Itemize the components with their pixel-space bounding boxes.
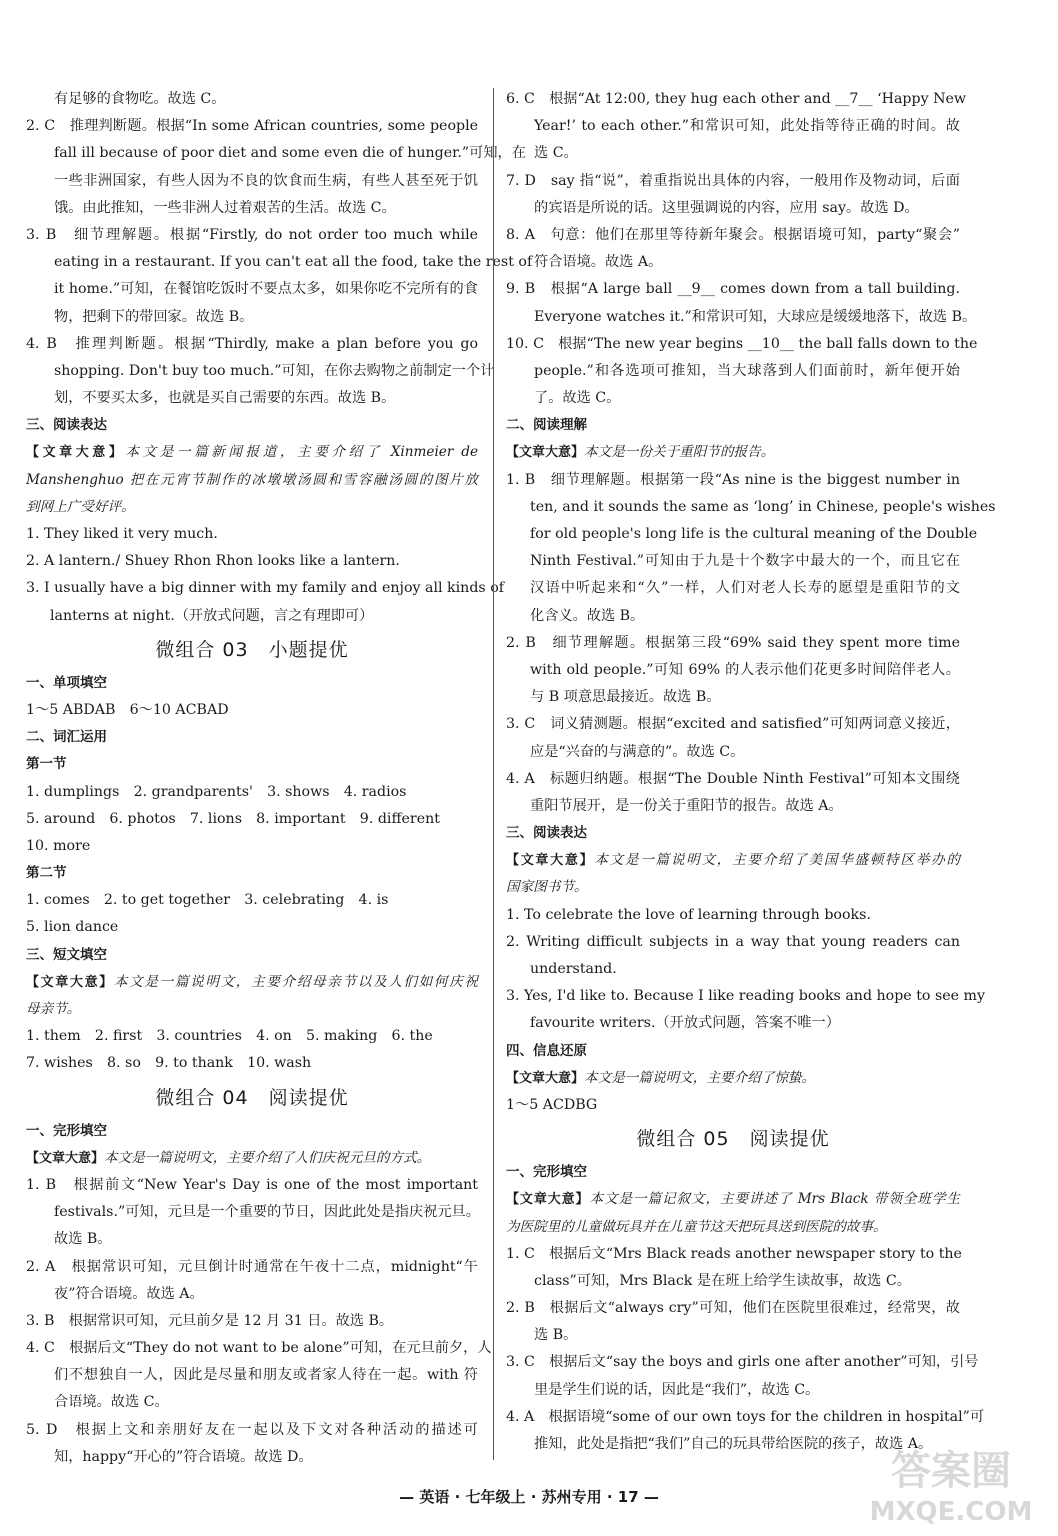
answer-line: 们不想独自一人，因此是尽量和朋友或者家人待在一起。with 符 xyxy=(54,1367,478,1384)
answer-line: eating in a restaurant. If you can't eat all the food, take the rest of xyxy=(54,254,533,271)
answer-line: 1. They liked it very much. xyxy=(26,526,218,542)
answer-line: 夜”符合语境。故选 A。 xyxy=(54,1285,204,1302)
summary-tag: 【文章大意】 xyxy=(26,974,114,990)
answer-line: 2. Writing difficult subjects in a way that young readers can xyxy=(506,933,960,950)
answer-line: 知，happy“开心的”符合语境。故选 D。 xyxy=(54,1448,313,1465)
section-heading: 微组合 03 小题提优 xyxy=(155,638,349,661)
article-summary-line: Manshenghuo 把在元宵节制作的冰墩墩汤圆和雪容融汤圆的图片放 xyxy=(26,471,478,488)
left-column xyxy=(26,86,533,1471)
answer-line: with old people.”可知 69% 的人表示他们花更多时间陪伴老人。 xyxy=(530,661,960,678)
summary-text: 本文是一篇说明文，主要介绍了惊蛰。 xyxy=(584,1069,816,1086)
answer-line: 饿。由此推知，一些非洲人过着艰苦的生活。故选 C。 xyxy=(54,199,396,216)
answer-line: 化含义。故选 B。 xyxy=(530,607,645,624)
answer-line: 5. around 6. photos 7. lions 8. important 9. different xyxy=(26,810,440,827)
answer-line: 1. B 细节理解题。根据第一段“As nine is the biggest number in xyxy=(506,471,960,488)
answer-line: lanterns at night.（开放式问题，言之有理即可） xyxy=(50,607,374,624)
summary-text: 本文是一篇说明文，主要介绍了人们庆祝元旦的方式。 xyxy=(104,1149,431,1166)
answer-line: 选 B。 xyxy=(534,1327,578,1344)
answer-line: 2. C 推理判断题。根据“In some African countries, some people xyxy=(26,118,478,135)
summary-tag: 【文章大意】 xyxy=(26,1150,105,1166)
article-summary-line: 为医院里的儿童做玩具并在儿童节这天把玩具送到医院的故事。 xyxy=(506,1218,887,1235)
answer-line: 2. A lantern./ Shuey Rhon Rhon looks like a lantern. xyxy=(26,553,400,570)
summary-text: 本文是一篇说明文，主要介绍了美国华盛顿特区举办的 xyxy=(594,852,960,869)
page-footer: — 英语 · 七年级上 · 苏州专用 · 17 — xyxy=(399,1488,659,1506)
answer-line: Year!’ to each other.”和常识可知，此处指等待正确的时间。故 xyxy=(534,118,960,135)
article-summary-line xyxy=(506,439,960,466)
answer-line: 了。故选 C。 xyxy=(534,390,621,407)
answer-line: 1. dumplings 2. grandparents' 3. shows 4. radios xyxy=(26,783,407,800)
answer-line: 7. D say 指“说”，着重指说出具体的内容，一般用作及物动词，后面 xyxy=(506,172,960,189)
answer-line: 应是“兴奋的与满意的”。故选 C。 xyxy=(530,743,745,760)
answer-line: 一些非洲国家，有些人因为不良的饮食而生病，有些人甚至死于饥 xyxy=(54,172,478,189)
answer-line: 9. B 根据“A large ball __9__ comes down from a tall building. xyxy=(506,281,960,298)
answer-line: 合语境。故选 C。 xyxy=(54,1394,169,1411)
subsection-title: 一、单项填空 xyxy=(26,674,107,691)
answer-line: 4. C 根据后文“They do not want to be alone”可知，在元旦前夕，人 xyxy=(26,1340,492,1357)
answer-line: 与 B 项意思最接近。故选 B。 xyxy=(530,689,721,706)
answer-line: 2. B 细节理解题。根据第三段“69% said they spent more time xyxy=(506,634,960,651)
summary-tag: 【文章大意】 xyxy=(506,1192,590,1208)
summary-text: 本文是一篇新闻报道，主要介绍了 Xinmeier de xyxy=(125,444,478,461)
answer-line: 1. To celebrate the love of learning through books. xyxy=(506,906,871,923)
answer-line: 1～5 ABDAB 6～10 ACBAD xyxy=(26,701,229,718)
article-summary-line: 国家图书节。 xyxy=(506,879,588,896)
answer-line: 6. C 根据“At 12:00, they hug each other and __7__ ‘Happy New xyxy=(506,91,967,107)
answer-line: 1. B 根据前文“New Year's Day is one of the most important xyxy=(26,1176,478,1193)
subsection-title: 四、信息还原 xyxy=(506,1042,587,1059)
answer-line: 4. A 根据语境“some of our own toys for the children in hospital”可 xyxy=(506,1408,985,1425)
answer-line: 里是学生们说的话，因此是“我们”，故选 C。 xyxy=(534,1381,820,1398)
column-divider xyxy=(493,88,494,1460)
answer-line: 10. C 根据“The new year begins __10__ the ball falls down to the xyxy=(506,335,978,352)
answer-line: 的宾语是所说的话。这里强调说的内容，应用 say。故选 D。 xyxy=(534,199,919,216)
summary-tag: 【文章大意】 xyxy=(506,853,595,869)
subsection-title: 三、阅读表达 xyxy=(26,417,107,434)
article-summary-line: 到网上广受好评。 xyxy=(26,498,135,515)
answer-line: 重阳节展开，是一份关于重阳节的报告。故选 A。 xyxy=(530,797,843,814)
answer-line: 3. C 根据后文“say the boys and girls one after another”可知，引号 xyxy=(506,1354,979,1371)
subsection-title: 三、短文填空 xyxy=(26,946,107,963)
answer-line: 3. Yes, I'd like to. Because I like reading books and hope to see my xyxy=(506,988,985,1005)
answer-line: 1. C 根据后文“Mrs Black reads another newspaper story to the xyxy=(506,1245,962,1262)
answer-line: 2. A 根据常识可知，元旦倒计时通常在午夜十二点，midnight“午 xyxy=(26,1258,478,1275)
answer-line: 物，把剩下的带回家。故选 B。 xyxy=(54,308,254,325)
answer-line: understand. xyxy=(530,961,617,977)
answer-line: 汉语中听起来和“久”一样，人们对老人长寿的愿望是重阳节的文 xyxy=(530,580,960,597)
answer-line: 选 C。 xyxy=(534,145,578,162)
answer-line: 有足够的食物吃。故选 C。 xyxy=(54,91,226,107)
summary-text: 本文是一篇记叙文，主要讲述了 Mrs Black 带领全班学生 xyxy=(589,1191,960,1208)
subsection-title: 一、完形填空 xyxy=(506,1164,587,1181)
answer-line: 3. I usually have a big dinner with my family and enjoy all kinds of xyxy=(26,580,504,597)
article-summary-line xyxy=(26,969,478,996)
answer-line: 1. them 2. first 3. countries 4. on 5. making 6. the xyxy=(26,1028,433,1045)
answer-line: 3. B 根据常识可知，元旦前夕是 12 月 31 日。故选 B。 xyxy=(26,1312,394,1329)
answer-line: 4. B 推理判断题。根据“Thirdly, make a plan before you go xyxy=(26,335,478,352)
answer-line: 3. B 细节理解题。根据“Firstly, do not order too much while xyxy=(26,226,478,243)
answer-line: Everyone watches it.”和常识可知，大球应是缓缓地落下，故选 B。 xyxy=(534,308,977,325)
answer-line: 5. lion dance xyxy=(26,919,119,936)
answer-line: ten, and it sounds the same as ‘long’ in Chinese, people's wishes xyxy=(530,498,996,515)
answer-line: favourite writers.（开放式问题，答案不唯一） xyxy=(530,1015,840,1032)
answer-line: shopping. Don't buy too much.”可知，在你去购物之前制定一个计 xyxy=(54,362,495,379)
watermark-text-cn: 答案圈 xyxy=(891,1448,1011,1494)
summary-text: 本文是一份关于重阳节的报告。 xyxy=(584,444,775,461)
answer-line: 10. more xyxy=(26,837,91,854)
answer-line: 5. D 根据上文和亲朋好友在一起以及下文对各种活动的描述可 xyxy=(26,1421,478,1438)
article-summary-line xyxy=(506,847,960,874)
article-summary-line xyxy=(26,439,478,466)
watermark-text-url: MXQE.COM xyxy=(869,1497,1033,1527)
summary-tag: 【文章大意】 xyxy=(506,1070,585,1086)
answer-line: fall ill because of poor diet and some even die of hunger.”可知，在 xyxy=(54,145,526,162)
answer-line: 7. wishes 8. so 9. to thank 10. wash xyxy=(26,1055,312,1072)
subsection-title: 第一节 xyxy=(26,756,67,773)
article-summary-line xyxy=(506,1186,960,1213)
answer-line: it home.”可知，在餐馆吃饭时不要点太多，如果你吃不完所有的食 xyxy=(54,281,478,298)
subsection-title: 一、完形填空 xyxy=(26,1122,107,1139)
summary-tag: 【文章大意】 xyxy=(506,445,585,461)
answer-line: Ninth Festival.”可知由于九是十个数字中最大的一个，而且它在 xyxy=(530,553,960,570)
section-heading: 微组合 05 阅读提优 xyxy=(636,1128,830,1151)
answer-line: 4. A 标题归纳题。根据“The Double Ninth Festival”可知本文围绕 xyxy=(506,770,960,787)
article-summary-line xyxy=(26,1145,478,1172)
subsection-title: 第二节 xyxy=(26,865,67,882)
subsection-title: 二、词汇运用 xyxy=(26,729,107,746)
answer-line: 符合语境。故选 A。 xyxy=(534,254,663,271)
answer-line: 3. C 词义猜测题。根据“excited and satisfied”可知两词意义接近， xyxy=(506,716,960,733)
answer-line: people.”和各选项可推知，当大球落到人们面前时，新年便开始 xyxy=(534,362,960,379)
answer-line: for old people's long life is the cultural meaning of the Double xyxy=(530,526,978,542)
answer-line: festivals.”可知，元旦是一个重要的节日，因此此处是指庆祝元旦。 xyxy=(54,1204,480,1221)
answer-line: class”可知，Mrs Black 是在班上给学生读故事，故选 C。 xyxy=(534,1272,911,1289)
subsection-title: 二、阅读理解 xyxy=(506,417,587,434)
answer-line: 2. B 根据后文“always cry”可知，他们在医院里很难过，经常哭，故 xyxy=(506,1300,960,1317)
answer-line: 推知，此处是指把“我们”自己的玩具带给医院的孩子，故选 A。 xyxy=(534,1436,933,1452)
summary-tag: 【文章大意】 xyxy=(26,445,126,461)
article-summary-line: 母亲节。 xyxy=(26,1001,81,1017)
watermark-logo xyxy=(856,1434,1046,1530)
answer-line: 1～5 ACDBG xyxy=(506,1096,598,1113)
subsection-title: 三、阅读表达 xyxy=(506,825,587,842)
answer-line: 1. comes 2. to get together 3. celebrating 4. is xyxy=(26,892,389,909)
section-heading: 微组合 04 阅读提优 xyxy=(155,1086,349,1109)
summary-text: 本文是一篇说明文，主要介绍母亲节以及人们如何庆祝 xyxy=(113,973,478,990)
answer-line: 划，不要买太多，也就是买自己需要的东西。故选 B。 xyxy=(54,390,396,407)
article-summary-line xyxy=(506,1065,960,1092)
answer-line: 8. A 句意：他们在那里等待新年聚会。根据语境可知，party“聚会” xyxy=(506,226,960,243)
right-column xyxy=(506,86,996,1458)
answer-line: 故选 B。 xyxy=(54,1231,112,1248)
